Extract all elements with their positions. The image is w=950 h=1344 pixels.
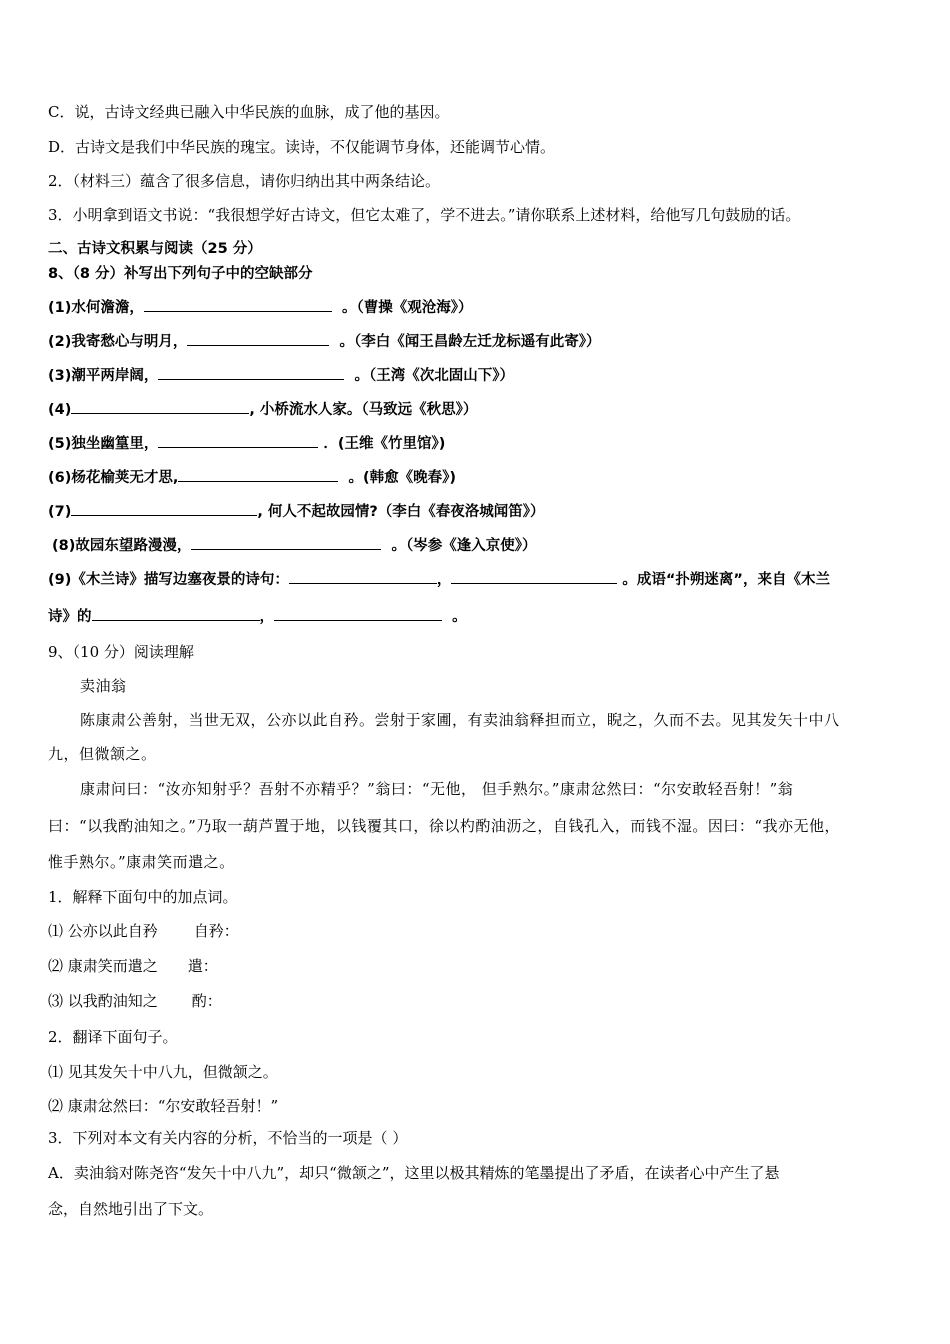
fill-item-prefix: (3)潮平两岸阔， <box>48 368 159 384</box>
sub1-sentence: ⑵ 康肃笑而遣之 <box>48 957 158 975</box>
passage-paragraph-2-end: 惟手熟尔。”康肃笑而遣之。 <box>48 853 235 871</box>
sub1-item-1 <box>48 921 239 941</box>
fill-item-3 <box>48 365 514 386</box>
fill-item-suffix: 。（曹操《观沧海》） <box>341 300 473 316</box>
sub2-item-2: ⑵ 康肃忿然曰：“尔安敢轻吾射！” <box>48 1097 279 1115</box>
passage-paragraph-1: 陈康肃公善射，当世无双，公亦以此自矜。尝射于家圃，有卖油翁释担而立，睨之，久而不去。见其发矢十中八 <box>80 711 840 729</box>
fill-item-4 <box>48 399 477 420</box>
sub-question-1: 1．解释下面句中的加点词。 <box>48 888 238 906</box>
fill-item-6 <box>48 467 456 488</box>
fill-item-9-text: (9)《木兰诗》描写边塞夜景的诗句： <box>48 572 289 588</box>
fill-item-suffix: , 小桥流水人家。（马致远《秋思》） <box>249 402 478 418</box>
fill-item-prefix: (7) <box>48 504 72 520</box>
fill-item-prefix: (1)水何澹澹， <box>48 300 144 316</box>
fill-item-prefix: (8)故园东望路漫漫， <box>52 538 192 554</box>
answer-blank[interactable] <box>178 467 338 482</box>
question-8-title: 8、（8 分）补写出下列句子中的空缺部分 <box>48 266 313 282</box>
passage-title: 卖油翁 <box>80 677 127 695</box>
sub1-sentence: ⑴ 公亦以此自矜 <box>48 922 158 940</box>
fill-item-prefix: (5)独坐幽篁里， <box>48 436 159 452</box>
passage-paragraph-2-cont: 曰：“以我酌油知之。”乃取一葫芦置于地，以钱覆其口，徐以杓酌油沥之，自钱孔入，而钱不湿。因曰：“我亦无他， <box>48 817 841 835</box>
answer-blank[interactable] <box>191 535 381 550</box>
section-heading: 二、古诗文积累与阅读（25 分） <box>48 241 262 257</box>
answer-blank[interactable] <box>451 569 617 584</box>
option-a: A．卖油翁对陈尧咨“发矢十中八九”，却只“微颔之”，这里以极其精炼的笔墨提出了矛盾，在读者心中产生了悬 <box>48 1164 780 1182</box>
fill-item-9 <box>48 569 830 590</box>
sub1-word: 酌： <box>191 992 222 1010</box>
answer-blank[interactable] <box>144 297 332 312</box>
answer-blank[interactable] <box>71 501 257 516</box>
fill-item-suffix: 。（李白《闻王昌龄左迁龙标遥有此寄》） <box>339 334 601 350</box>
fill-item-prefix: (2)我寄愁心与明月， <box>48 334 188 350</box>
question-3: 3．小明拿到语文书说：“我很想学好古诗文，但它太难了，学不进去。”请你联系上述材料，给他写几句鼓励的话。 <box>48 206 801 224</box>
passage-paragraph-1-cont: 九，但微颔之。 <box>48 745 157 763</box>
fill-item-9-comma: ， <box>436 572 452 588</box>
answer-blank[interactable] <box>158 365 344 380</box>
option-a-cont: 念，自然地引出了下文。 <box>48 1200 214 1218</box>
sub-question-2: 2．翻译下面句子。 <box>48 1028 178 1046</box>
answer-blank[interactable] <box>274 606 442 621</box>
answer-blank[interactable] <box>289 569 437 584</box>
fill-item-suffix: ．(王维《竹里馆》) <box>323 436 446 452</box>
fill-item-9-end: 。 <box>452 609 467 625</box>
sub1-item-3 <box>48 991 222 1011</box>
fill-item-9-cont <box>48 606 467 627</box>
passage-paragraph-2: 康肃问曰：“汝亦知射乎？吾射不亦精乎？”翁曰：“无他， 但手熟尔。”康肃忿然曰：“尔安敢轻吾射！”翁 <box>80 780 794 798</box>
fill-item-7 <box>48 501 545 522</box>
sub-question-3: 3．下列对本文有关内容的分析，不恰当的一项是（ ） <box>48 1129 408 1147</box>
answer-blank[interactable] <box>187 331 329 346</box>
fill-item-prefix: (4) <box>48 402 72 418</box>
sub1-word: 遣： <box>187 957 218 975</box>
fill-item-9-source: 诗》的 <box>48 609 92 625</box>
fill-item-8 <box>52 535 536 556</box>
option-d: D．古诗文是我们中华民族的瑰宝。读诗，不仅能调节身体，还能调节心情。 <box>48 138 556 156</box>
option-c: C．说，古诗文经典已融入中华民族的血脉，成了他的基因。 <box>48 103 450 121</box>
answer-blank[interactable] <box>71 399 249 414</box>
answer-blank[interactable] <box>158 433 318 448</box>
fill-item-suffix: 。(韩愈《晚春》) <box>348 470 456 486</box>
fill-item-9-comma: ， <box>259 609 274 625</box>
sub1-sentence: ⑶ 以我酌油知之 <box>48 992 158 1010</box>
fill-item-1 <box>48 297 472 318</box>
fill-item-9-idiom: 。成语“扑朔迷离”，来自《木兰 <box>622 572 830 588</box>
fill-item-suffix: , 何人不起故园情?（李白《春夜洛城闻笛》） <box>257 504 545 520</box>
fill-item-2 <box>48 331 600 352</box>
fill-item-suffix: 。（岑参《逢入京使》） <box>391 538 537 554</box>
sub2-item-1: ⑴ 见其发矢十中八九，但微颔之。 <box>48 1063 278 1081</box>
question-2: 2．（材料三）蕴含了很多信息，请你归纳出其中两条结论。 <box>48 172 441 190</box>
sub1-item-2 <box>48 956 218 976</box>
fill-item-prefix: (6)杨花榆荚无才思, <box>48 470 179 486</box>
sub1-word: 自矜： <box>193 922 239 940</box>
question-9-title: 9、（10 分）阅读理解 <box>48 643 194 661</box>
answer-blank[interactable] <box>92 606 260 621</box>
fill-item-suffix: 。（王湾《次北固山下》） <box>354 368 514 384</box>
fill-item-5 <box>48 433 445 454</box>
